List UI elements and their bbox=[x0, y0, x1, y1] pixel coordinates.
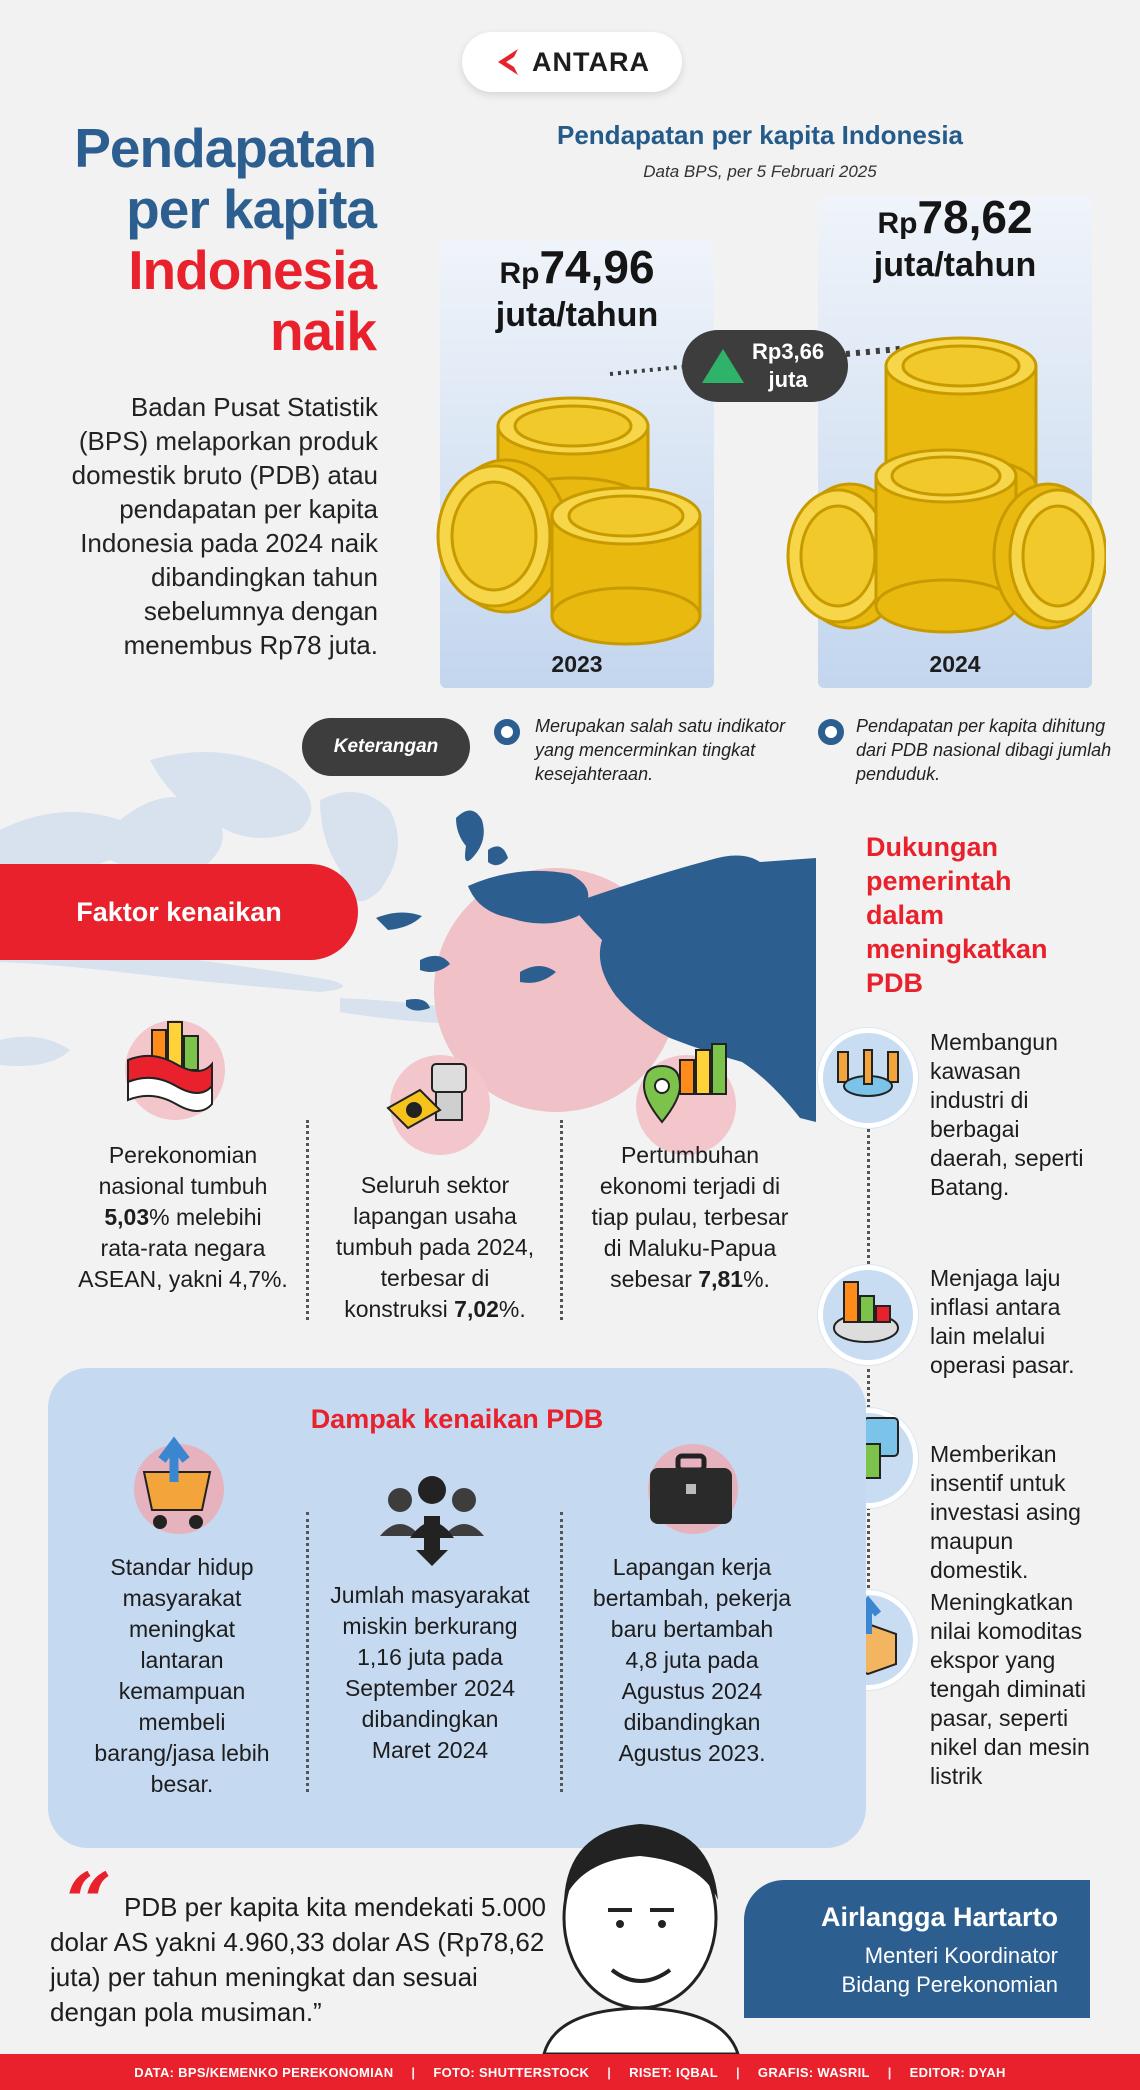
inflation-chart-icon bbox=[818, 1262, 918, 1362]
credit-riset: RISET: IQBAL bbox=[629, 2064, 718, 2080]
person-name: Airlangga Hartarto bbox=[820, 1902, 1058, 1932]
dukungan-item-4: Meningkatkan nilai komoditas ekspor yang tengah diminati pasar, seperti nikel dan mesin listrik bbox=[930, 1589, 1090, 1789]
title-line-4: naik bbox=[269, 300, 376, 362]
briefcase-icon bbox=[642, 1440, 742, 1540]
credit-grafis: GRAFIS: WASRIL bbox=[757, 2064, 870, 2080]
divider bbox=[306, 1120, 309, 1320]
dampak-item-3: Lapangan kerja bertambah, pekerja baru bertambah 4,8 juta pada Agustus 2024 dibandingkan Agustus 2023. bbox=[592, 1554, 792, 1766]
value-2023: 74,96 bbox=[539, 241, 655, 293]
dukungan-item-2: Menjaga laju inflasi antara lain melalui operasi pasar. bbox=[930, 1265, 1075, 1378]
people-icon bbox=[372, 1466, 492, 1566]
title-line-3: Indonesia bbox=[128, 239, 376, 301]
value-label-2023: Rp74,96 juta/tahun bbox=[495, 241, 659, 334]
antara-logo-icon bbox=[494, 46, 526, 78]
person-portrait bbox=[516, 1810, 764, 2054]
dampak-title: Dampak kenaikan PDB bbox=[310, 1404, 604, 1434]
faktor-item-3: Pertumbuhan ekonomi terjadi di tiap pulau, terbesar di Maluku-Papua sebesar 7,81%. bbox=[591, 1142, 789, 1292]
dukungan-item-3: Memberikan insentif untuk investasi asing maupun domestik. bbox=[930, 1441, 1081, 1583]
faktor-item-1: Perekonomian nasional tumbuh 5,03% melebihi rata-rata negara ASEAN, yakni 4,7%. bbox=[78, 1142, 288, 1292]
credit-foto: FOTO: SHUTTERSTOCK bbox=[433, 2064, 590, 2080]
keterangan-label: Keterangan bbox=[302, 718, 470, 776]
dampak-item-2: Jumlah masyarakat miskin berkurang 1,16 juta pada September 2024 dibandingkan Maret 2024 bbox=[330, 1582, 530, 1763]
year-label-2024: 2024 bbox=[929, 651, 981, 677]
page-title bbox=[30, 118, 376, 362]
credit-data: DATA: BPS/KEMENKO PEREKONOMIAN bbox=[134, 2064, 394, 2080]
year-label-2023: 2023 bbox=[551, 651, 603, 677]
chart-title: Pendapatan per kapita Indonesia bbox=[557, 120, 963, 150]
intro-paragraph: Badan Pusat Statistik (BPS) melaporkan produk domestik bruto (PDB) atau pendapatan per kapita Indonesia pada 2024 naik dibandingkan tahun sebelumnya dengan menembus Rp78 juta. bbox=[71, 392, 378, 660]
up-arrow-icon bbox=[702, 349, 744, 383]
bullet-icon bbox=[494, 719, 520, 745]
chart-subtitle: Data BPS, per 5 Februari 2025 bbox=[643, 162, 877, 181]
increase-badge bbox=[682, 330, 848, 402]
title-line-1: Pendapatan bbox=[74, 117, 376, 179]
credit-editor: EDITOR: DYAH bbox=[909, 2064, 1006, 2080]
person-role: Menteri Koordinator Bidang Perekonomian bbox=[841, 1943, 1058, 1997]
dukungan-title: Dukungan pemerintah dalam meningkatkan PDB bbox=[866, 832, 1048, 998]
faktor-item-2: Seluruh sektor lapangan usaha tumbuh pada 2024, terbesar di konstruksi 7,02%. bbox=[335, 1172, 535, 1322]
coins-2023-illustration bbox=[436, 366, 726, 656]
dukungan-item-1: Membangun kawasan industri di berbagai daerah, seperti Batang. bbox=[930, 1029, 1084, 1200]
dampak-item-1: Standar hidup masyarakat meningkat lantaran kemampuan membeli barang/jasa lebih besar. bbox=[94, 1554, 270, 1797]
divider bbox=[306, 1512, 309, 1792]
faktor-kenaikan-banner: Faktor kenaikan bbox=[0, 864, 358, 960]
industrial-area-icon bbox=[818, 1028, 918, 1128]
divider bbox=[560, 1512, 563, 1792]
increase-amount: Rp3,66 bbox=[752, 339, 825, 364]
logo-text: ANTARA bbox=[532, 46, 650, 77]
map-pin-chart-icon bbox=[634, 1040, 744, 1150]
footer-credits: DATA: BPS/KEMENKO PEREKONOMIAN | FOTO: SHUTTERSTOCK | RISET: IQBAL | GRAFIS: WASRIL | EDITOR: DYAH bbox=[0, 2054, 1140, 2090]
bullet-icon bbox=[818, 719, 844, 745]
antara-logo bbox=[462, 32, 682, 92]
increase-unit: juta bbox=[768, 367, 808, 392]
keterangan-note-1: Merupakan salah satu indikator yang mencerminkan tingkat kesejahteraan. bbox=[535, 716, 786, 784]
quote-mark: “ bbox=[66, 1855, 113, 1949]
title-line-2: per kapita bbox=[126, 178, 376, 240]
value-label-2024: Rp78,62 juta/tahun bbox=[873, 191, 1037, 284]
value-2024: 78,62 bbox=[917, 191, 1033, 243]
divider bbox=[560, 1120, 563, 1320]
keterangan-note-2: Pendapatan per kapita dihitung dari PDB nasional dibagi jumlah penduduk. bbox=[856, 716, 1112, 784]
quote-text: PDB per kapita kita mendekati 5.000 dolar AS yakni 4.960,33 dolar AS (Rp78,62 juta) per tahun meningkat dan sesuai dengan pola musiman.” bbox=[50, 1892, 547, 2027]
construction-icon bbox=[380, 1050, 490, 1150]
shopping-cart-icon bbox=[130, 1432, 230, 1542]
flag-chart-icon bbox=[122, 1020, 232, 1120]
